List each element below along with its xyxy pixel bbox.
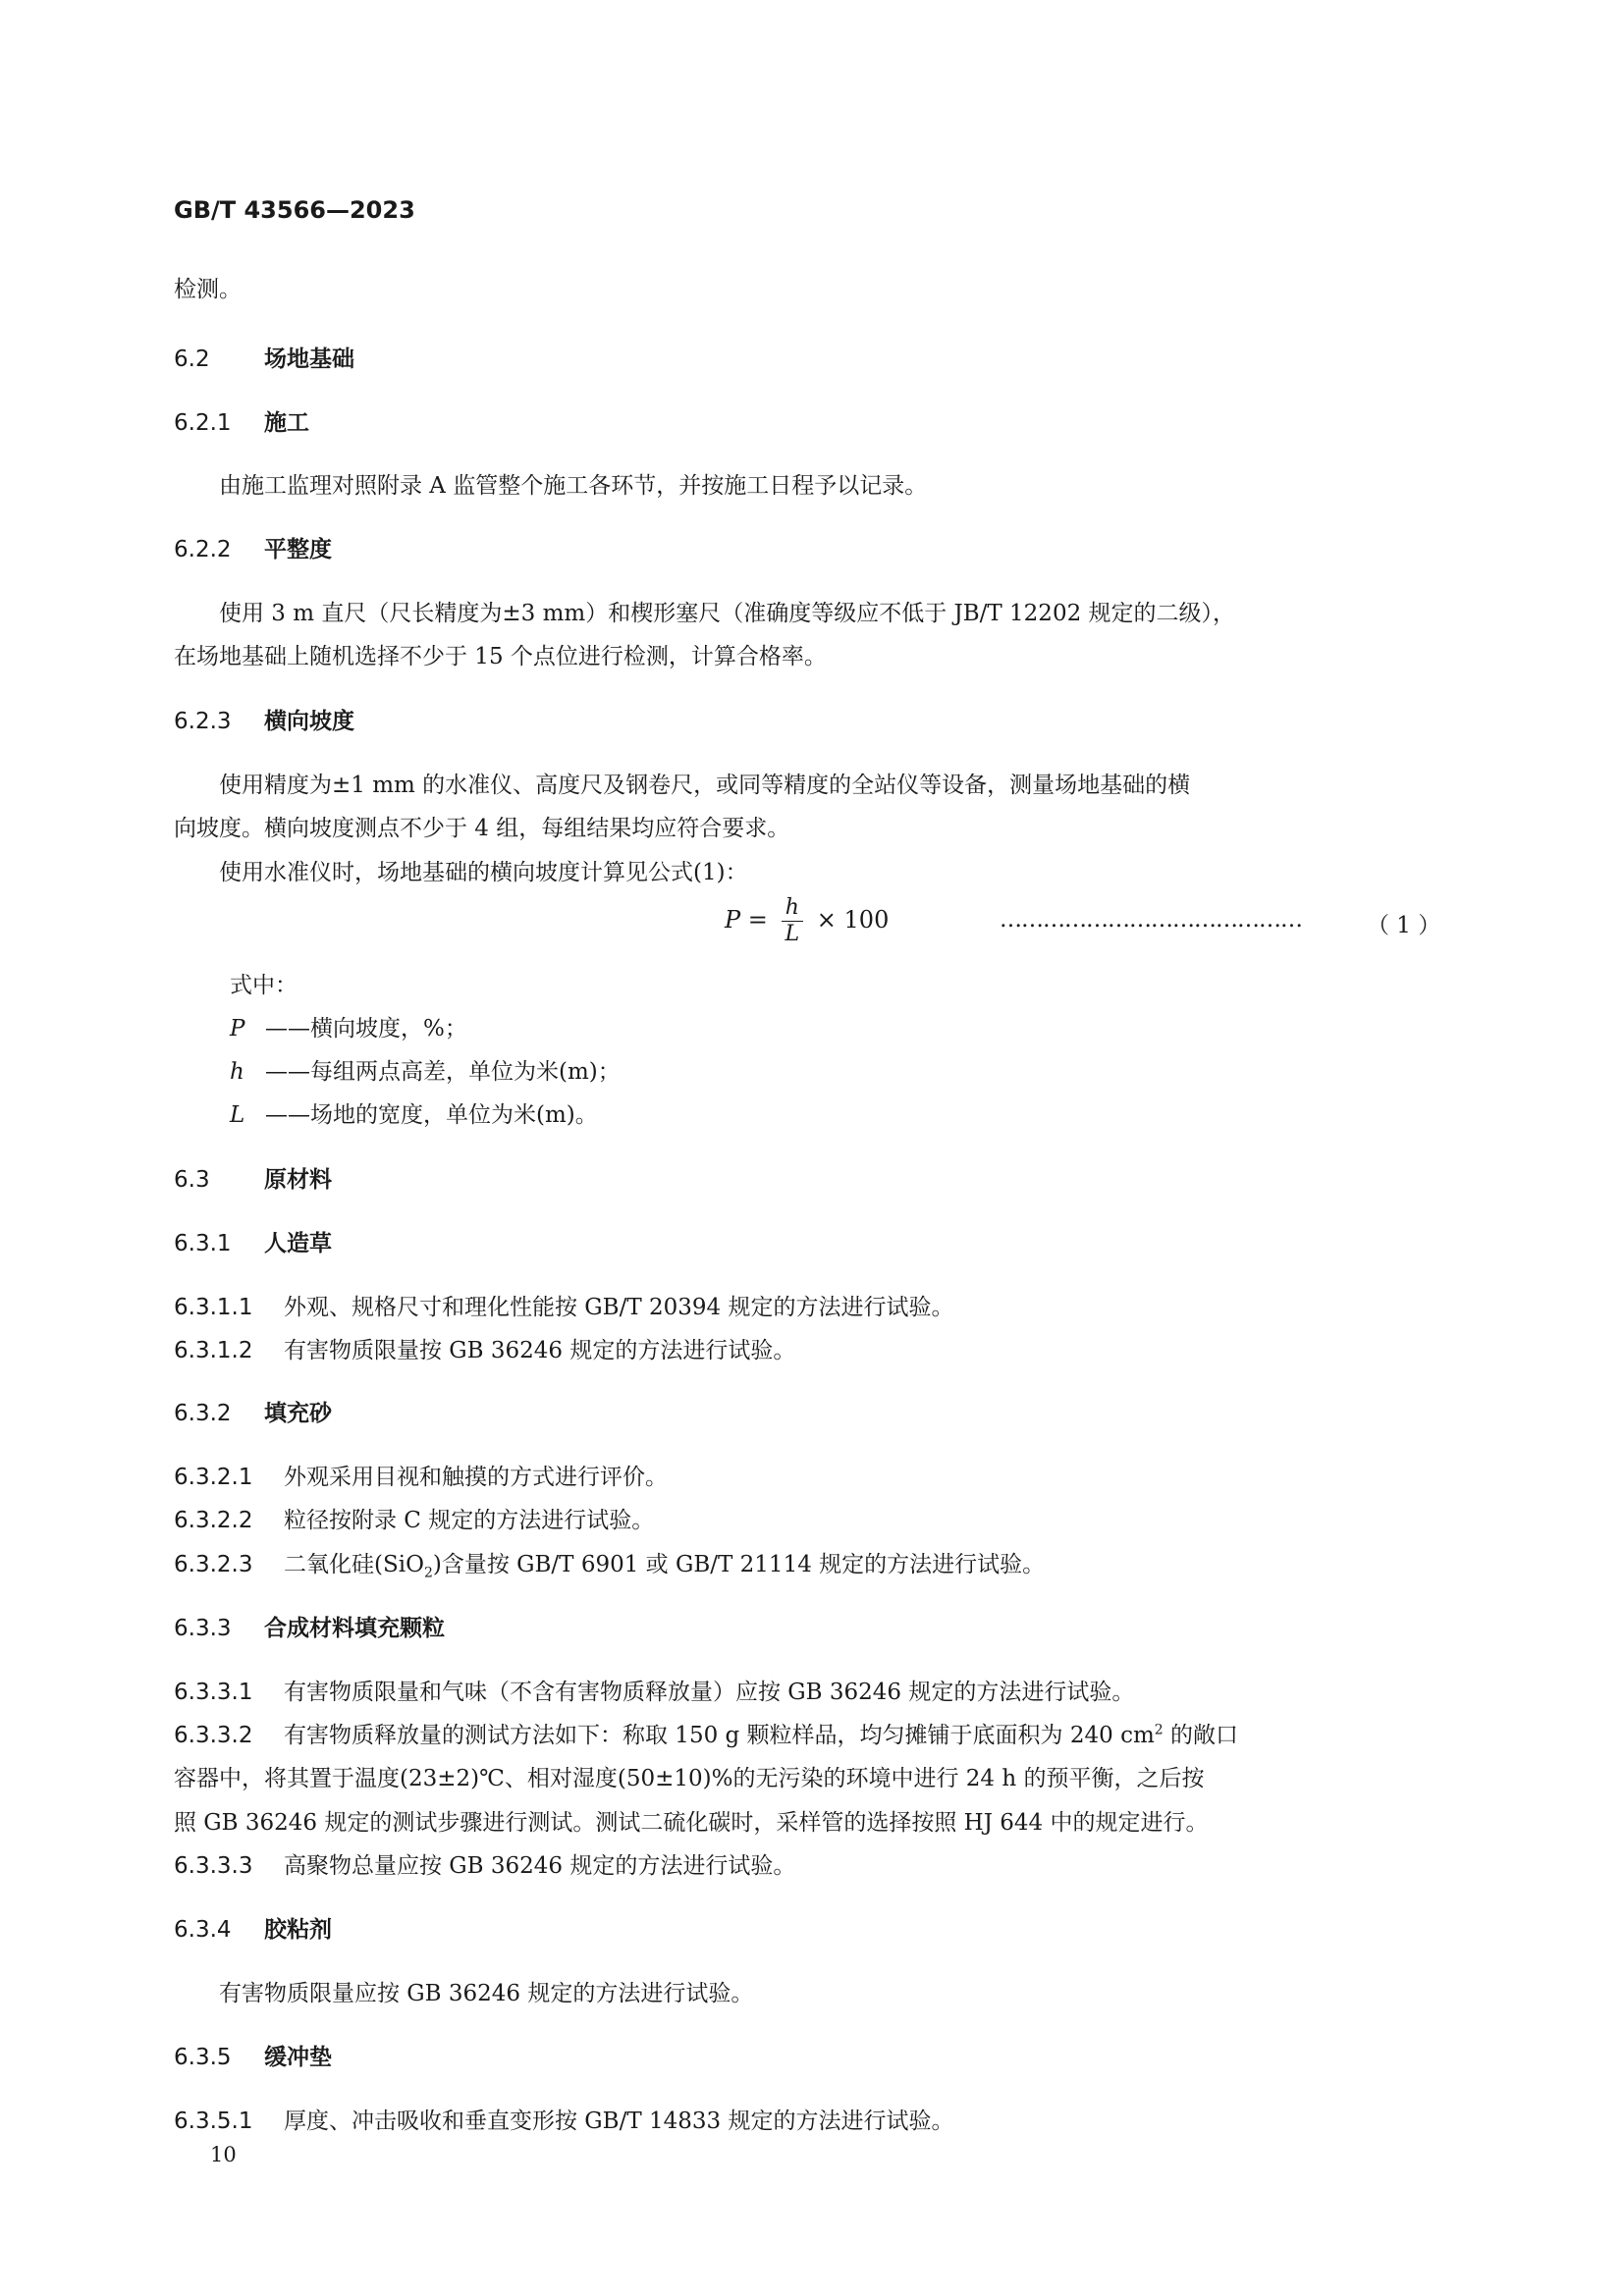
clause-6-3-1-2 (174, 1332, 795, 1364)
section-number: 6.3.1 (174, 1231, 232, 1256)
section-title: 人造草 (264, 1231, 332, 1256)
clause-6-3-3-2-line2: 容器中，将其置于温度(23±2)℃、相对湿度(50±10)%的无污染的环境中进行 24 h 的预平衡，之后按 (174, 1766, 1205, 1791)
clause-text: 有害物质限量和气味（不含有害物质释放量）应按 GB 36246 规定的方法进行试验。 (284, 1680, 1135, 1705)
paragraph-6-3-4: 有害物质限量应按 GB 36246 规定的方法进行试验。 (219, 1981, 754, 2006)
section-number: 6.3.2 (174, 1401, 232, 1426)
clause-number: 6.3.3.3 (174, 1853, 253, 1879)
clause-6-3-2-2 (174, 1502, 654, 1534)
formula-lhs: P (725, 906, 741, 934)
clause-6-3-5-1 (174, 2103, 953, 2135)
clause-number: 6.3.1.2 (174, 1338, 253, 1363)
formula-multiplier: × 100 (816, 906, 890, 934)
clause-text: 外观采用目视和触摸的方式进行评价。 (284, 1465, 668, 1490)
definition-text: ——每组两点高差，单位为米(m)； (265, 1059, 621, 1085)
paragraph-6-2-3-line2: 向坡度。横向坡度测点不少于 4 组，每组结果均应符合要求。 (174, 816, 790, 841)
section-number: 6.2.3 (174, 709, 232, 734)
section-title: 场地基础 (264, 347, 354, 372)
definition-symbol: h (230, 1059, 244, 1085)
section-6-3-heading (174, 1161, 332, 1194)
clause-6-3-2-1 (174, 1459, 668, 1491)
clause-text-pre: 有害物质释放量的测试方法如下：称取 150 g 颗粒样品，均匀摊铺于底面积为 240 cm (284, 1723, 1155, 1748)
section-number: 6.2 (174, 347, 210, 372)
definition-l (230, 1096, 598, 1129)
formula-denominator: L (785, 922, 800, 946)
definition-symbol: P (230, 1016, 245, 1041)
section-6-2-3-heading (174, 703, 354, 735)
clause-6-3-3-1 (174, 1674, 1134, 1706)
section-number: 6.3 (174, 1167, 210, 1193)
clause-number: 6.3.3.1 (174, 1680, 253, 1705)
section-title: 填充砂 (264, 1401, 332, 1426)
paragraph-6-2-2-line1: 使用 3 m 直尺（尺长精度为±3 mm）和楔形塞尺（准确度等级应不低于 JB/T 12202 规定的二级）， (219, 601, 1236, 626)
section-title: 缓冲垫 (264, 2045, 332, 2070)
section-6-3-2-heading (174, 1395, 332, 1427)
formula-1 (725, 895, 889, 947)
clause-text-post: 的敞口 (1163, 1723, 1239, 1748)
where-label: 式中： (230, 973, 298, 998)
clause-text-post: )含量按 GB/T 6901 或 GB/T 21114 规定的方法进行试验。 (432, 1552, 1046, 1577)
clause-number: 6.3.5.1 (174, 2109, 253, 2134)
clause-6-3-1-1 (174, 1289, 953, 1321)
formula-numerator: h (782, 895, 803, 922)
section-6-2-2-heading (174, 531, 332, 563)
section-number: 6.3.5 (174, 2045, 232, 2070)
clause-number: 6.3.1.1 (174, 1295, 253, 1320)
section-6-3-4-heading (174, 1911, 332, 1944)
clause-number: 6.3.3.2 (174, 1723, 253, 1748)
formula-leader-dots: …………………………………… (1000, 907, 1302, 933)
continuation-text: 检测。 (174, 277, 242, 302)
clause-number: 6.3.2.1 (174, 1465, 253, 1490)
superscript: 2 (1154, 1722, 1164, 1738)
section-title: 施工 (264, 410, 309, 436)
clause-6-3-3-3 (174, 1847, 795, 1880)
definition-symbol: L (230, 1102, 245, 1128)
paragraph-6-2-3-line3: 使用水准仪时，场地基础的横向坡度计算见公式(1)： (219, 860, 748, 885)
section-6-2-1-heading (174, 404, 309, 437)
clause-text: 厚度、冲击吸收和垂直变形按 GB/T 14833 规定的方法进行试验。 (284, 2109, 954, 2134)
definition-text: ——场地的宽度，单位为米(m)。 (265, 1102, 598, 1128)
section-6-3-5-heading (174, 2039, 332, 2071)
standard-number-header: GB/T 43566—2023 (174, 196, 415, 224)
clause-6-3-2-3 (174, 1546, 1045, 1581)
formula-equals: = (747, 906, 768, 934)
clause-text: 高聚物总量应按 GB 36246 规定的方法进行试验。 (284, 1853, 796, 1879)
section-number: 6.2.2 (174, 537, 232, 562)
clause-6-3-3-2-line1 (174, 1717, 1238, 1749)
clause-text: 粒径按附录 C 规定的方法进行试验。 (284, 1508, 655, 1533)
clause-number: 6.3.2.2 (174, 1508, 253, 1533)
section-title: 合成材料填充颗粒 (264, 1616, 445, 1641)
definition-h (230, 1053, 621, 1086)
clause-text: 有害物质限量按 GB 36246 规定的方法进行试验。 (284, 1338, 796, 1363)
section-6-3-1-heading (174, 1225, 332, 1257)
definition-text: ——横向坡度，%； (265, 1016, 467, 1041)
section-title: 横向坡度 (264, 709, 354, 734)
page-number: 10 (210, 2143, 237, 2166)
section-number: 6.3.3 (174, 1616, 232, 1641)
paragraph-6-2-1: 由施工监理对照附录 A 监管整个施工各环节，并按施工日程予以记录。 (219, 473, 928, 499)
clause-number: 6.3.2.3 (174, 1552, 253, 1577)
clause-6-3-3-2-line3: 照 GB 36246 规定的测试步骤进行测试。测试二硫化碳时，采样管的选择按照 HJ 644 中的规定进行。 (174, 1810, 1209, 1836)
section-number: 6.3.4 (174, 1917, 232, 1943)
paragraph-6-2-2-line2: 在场地基础上随机选择不少于 15 个点位进行检测，计算合格率。 (174, 644, 827, 669)
subscript: 2 (423, 1565, 433, 1581)
clause-text: 外观、规格尺寸和理化性能按 GB/T 20394 规定的方法进行试验。 (284, 1295, 954, 1320)
section-number: 6.2.1 (174, 410, 232, 436)
section-6-2-heading (174, 341, 354, 373)
definition-p (230, 1010, 467, 1042)
paragraph-6-2-3-line1: 使用精度为±1 mm 的水准仪、高度尺及钢卷尺，或同等精度的全站仪等设备，测量场地基础的横 (219, 773, 1191, 798)
section-title: 原材料 (264, 1167, 332, 1193)
formula-fraction (782, 895, 804, 947)
section-title: 胶粘剂 (264, 1917, 332, 1943)
section-title: 平整度 (264, 537, 332, 562)
clause-text-pre: 二氧化硅(SiO (284, 1552, 424, 1577)
section-6-3-3-heading (174, 1610, 445, 1642)
formula-number: （ 1 ） (1367, 913, 1441, 938)
